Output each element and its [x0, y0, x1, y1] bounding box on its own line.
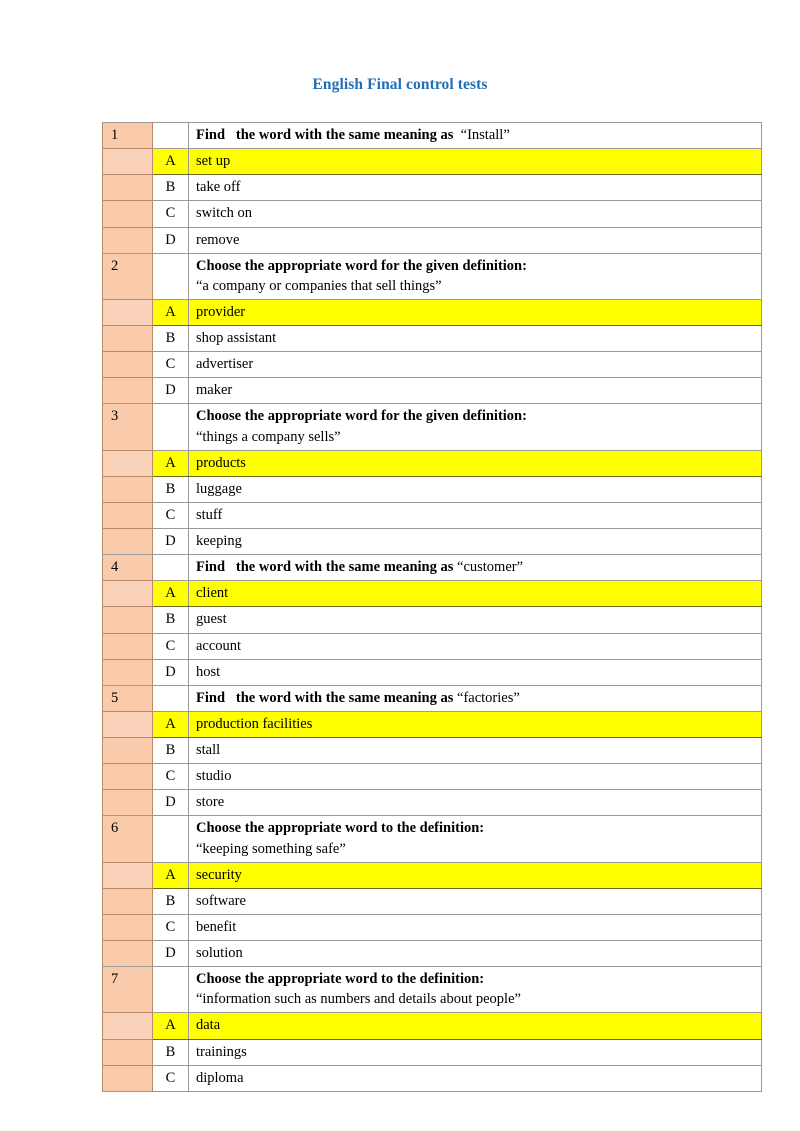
question-definition: “information such as numbers and details about people”	[196, 991, 521, 1008]
answer-letter[interactable]: A	[153, 862, 189, 888]
question-prompt: Choose the appropriate word to the definition:	[196, 971, 485, 988]
answer-row-correct[interactable]	[103, 299, 762, 325]
answer-letter[interactable]: B	[153, 607, 189, 633]
answer-letter[interactable]: A	[153, 149, 189, 175]
question-row	[103, 253, 762, 299]
answer-index-cell	[103, 1013, 153, 1039]
answer-row[interactable]	[103, 1065, 762, 1091]
answer-index-cell	[103, 738, 153, 764]
answer-letter[interactable]: C	[153, 502, 189, 528]
question-row	[103, 816, 762, 862]
answer-letter[interactable]: C	[153, 764, 189, 790]
answer-index-cell	[103, 633, 153, 659]
answer-letter[interactable]: C	[153, 633, 189, 659]
question-row	[103, 555, 762, 581]
answer-row[interactable]	[103, 529, 762, 555]
question-letter-spacer	[153, 967, 189, 1013]
answer-text[interactable]: trainings	[189, 1039, 762, 1065]
question-letter-spacer	[153, 685, 189, 711]
answer-row[interactable]	[103, 914, 762, 940]
question-prompt: Find the word with the same meaning as “Install”	[196, 127, 510, 143]
answer-row[interactable]	[103, 633, 762, 659]
answer-row-correct[interactable]	[103, 149, 762, 175]
quiz-table-body	[103, 123, 762, 1092]
answer-row[interactable]	[103, 790, 762, 816]
answer-letter[interactable]: D	[153, 659, 189, 685]
answer-index-cell	[103, 299, 153, 325]
question-letter-spacer	[153, 816, 189, 862]
question-row	[103, 123, 762, 149]
question-letter-spacer	[153, 253, 189, 299]
answer-index-cell	[103, 149, 153, 175]
answer-text[interactable]: maker	[189, 378, 762, 404]
question-letter-spacer	[153, 404, 189, 450]
answer-index-cell	[103, 581, 153, 607]
answer-index-cell	[103, 529, 153, 555]
answer-letter[interactable]: B	[153, 1039, 189, 1065]
answer-index-cell	[103, 201, 153, 227]
answer-row[interactable]	[103, 326, 762, 352]
answer-index-cell	[103, 175, 153, 201]
question-prompt-cell	[189, 253, 762, 299]
answer-letter[interactable]: B	[153, 326, 189, 352]
answer-index-cell	[103, 450, 153, 476]
question-number-cell: 5	[103, 685, 153, 711]
answer-text[interactable]: keeping	[189, 529, 762, 555]
question-prompt: Choose the appropriate word for the given definition:	[196, 408, 527, 425]
question-definition: “things a company sells”	[196, 428, 341, 445]
answer-index-cell	[103, 659, 153, 685]
answer-row[interactable]	[103, 201, 762, 227]
question-number-cell: 7	[103, 967, 153, 1013]
answer-letter[interactable]: C	[153, 1065, 189, 1091]
answer-index-cell	[103, 326, 153, 352]
answer-text[interactable]: host	[189, 659, 762, 685]
answer-index-cell	[103, 1065, 153, 1091]
answer-letter[interactable]: A	[153, 299, 189, 325]
question-definition: “keeping something safe”	[196, 840, 346, 857]
answer-index-cell	[103, 1039, 153, 1065]
answer-text[interactable]: products	[189, 450, 762, 476]
answer-letter[interactable]: C	[153, 201, 189, 227]
question-prompt-cell	[189, 816, 762, 862]
question-prompt-cell	[189, 967, 762, 1013]
answer-row-correct[interactable]	[103, 1013, 762, 1039]
answer-letter[interactable]: B	[153, 175, 189, 201]
answer-text[interactable]: benefit	[189, 914, 762, 940]
question-prompt: Choose the appropriate word for the given definition:	[196, 257, 527, 274]
answer-row[interactable]	[103, 764, 762, 790]
answer-index-cell	[103, 941, 153, 967]
question-row	[103, 404, 762, 450]
answer-row-correct[interactable]	[103, 862, 762, 888]
question-prompt-quoted-word: “factories”	[457, 689, 520, 706]
answer-letter[interactable]: D	[153, 529, 189, 555]
answer-letter[interactable]: D	[153, 378, 189, 404]
answer-row[interactable]	[103, 1039, 762, 1065]
answer-letter[interactable]: D	[153, 790, 189, 816]
question-number-cell: 6	[103, 816, 153, 862]
answer-text[interactable]: take off	[189, 175, 762, 201]
answer-letter[interactable]: A	[153, 711, 189, 737]
answer-index-cell	[103, 378, 153, 404]
answer-row[interactable]	[103, 659, 762, 685]
answer-row-correct[interactable]	[103, 581, 762, 607]
answer-index-cell	[103, 607, 153, 633]
answer-row[interactable]	[103, 378, 762, 404]
question-prompt: Find the word with the same meaning as “factories”	[196, 689, 520, 706]
answer-index-cell	[103, 476, 153, 502]
question-prompt-cell	[189, 404, 762, 450]
answer-row[interactable]	[103, 352, 762, 378]
answer-text[interactable]: security	[189, 862, 762, 888]
answer-text[interactable]: provider	[189, 299, 762, 325]
question-letter-spacer	[153, 555, 189, 581]
answer-index-cell	[103, 862, 153, 888]
answer-index-cell	[103, 502, 153, 528]
answer-index-cell	[103, 227, 153, 253]
answer-text[interactable]: diploma	[189, 1065, 762, 1091]
question-row	[103, 685, 762, 711]
answer-letter[interactable]: C	[153, 914, 189, 940]
answer-letter[interactable]: A	[153, 581, 189, 607]
answer-text[interactable]: advertiser	[189, 352, 762, 378]
answer-row-correct[interactable]	[103, 450, 762, 476]
answer-letter[interactable]: A	[153, 1013, 189, 1039]
answer-text[interactable]: remove	[189, 227, 762, 253]
question-prompt-quoted-word: “Install”	[460, 127, 510, 143]
answer-text[interactable]: production facilities	[189, 711, 762, 737]
answer-text[interactable]: store	[189, 790, 762, 816]
quiz-table	[102, 122, 762, 1092]
question-row	[103, 967, 762, 1013]
answer-letter[interactable]: B	[153, 476, 189, 502]
answer-text[interactable]: switch on	[189, 201, 762, 227]
question-prompt-cell	[189, 555, 762, 581]
answer-row[interactable]	[103, 227, 762, 253]
question-number-cell: 3	[103, 404, 153, 450]
answer-text[interactable]: data	[189, 1013, 762, 1039]
answer-letter[interactable]: C	[153, 352, 189, 378]
answer-row[interactable]	[103, 888, 762, 914]
answer-text[interactable]: stall	[189, 738, 762, 764]
answer-index-cell	[103, 711, 153, 737]
answer-row-correct[interactable]	[103, 711, 762, 737]
question-prompt-cell	[189, 123, 762, 149]
question-number-cell: 4	[103, 555, 153, 581]
answer-letter[interactable]: A	[153, 450, 189, 476]
answer-row[interactable]	[103, 502, 762, 528]
answer-text[interactable]: guest	[189, 607, 762, 633]
question-prompt: Find the word with the same meaning as “customer”	[196, 559, 524, 576]
answer-index-cell	[103, 888, 153, 914]
question-prompt: Choose the appropriate word to the definition:	[196, 820, 485, 837]
answer-text[interactable]: account	[189, 633, 762, 659]
answer-row[interactable]	[103, 738, 762, 764]
answer-letter[interactable]: B	[153, 888, 189, 914]
question-letter-spacer	[153, 123, 189, 149]
answer-letter[interactable]: B	[153, 738, 189, 764]
question-prompt-cell	[189, 685, 762, 711]
answer-index-cell	[103, 352, 153, 378]
answer-text[interactable]: set up	[189, 149, 762, 175]
answer-text[interactable]: shop assistant	[189, 326, 762, 352]
question-definition: “a company or companies that sell things”	[196, 277, 442, 294]
answer-text[interactable]: solution	[189, 941, 762, 967]
answer-index-cell	[103, 764, 153, 790]
answer-letter[interactable]: D	[153, 227, 189, 253]
answer-text[interactable]: client	[189, 581, 762, 607]
answer-text[interactable]: studio	[189, 764, 762, 790]
answer-text[interactable]: luggage	[189, 476, 762, 502]
answer-row[interactable]	[103, 607, 762, 633]
answer-row[interactable]	[103, 941, 762, 967]
answer-index-cell	[103, 914, 153, 940]
answer-row[interactable]	[103, 175, 762, 201]
answer-letter[interactable]: D	[153, 941, 189, 967]
question-number-cell: 1	[103, 123, 153, 149]
page-title: English Final control tests	[312, 76, 488, 93]
answer-text[interactable]: stuff	[189, 502, 762, 528]
answer-row[interactable]	[103, 476, 762, 502]
answer-text[interactable]: software	[189, 888, 762, 914]
question-number-cell: 2	[103, 253, 153, 299]
answer-index-cell	[103, 790, 153, 816]
question-prompt-quoted-word: “customer”	[457, 559, 524, 576]
